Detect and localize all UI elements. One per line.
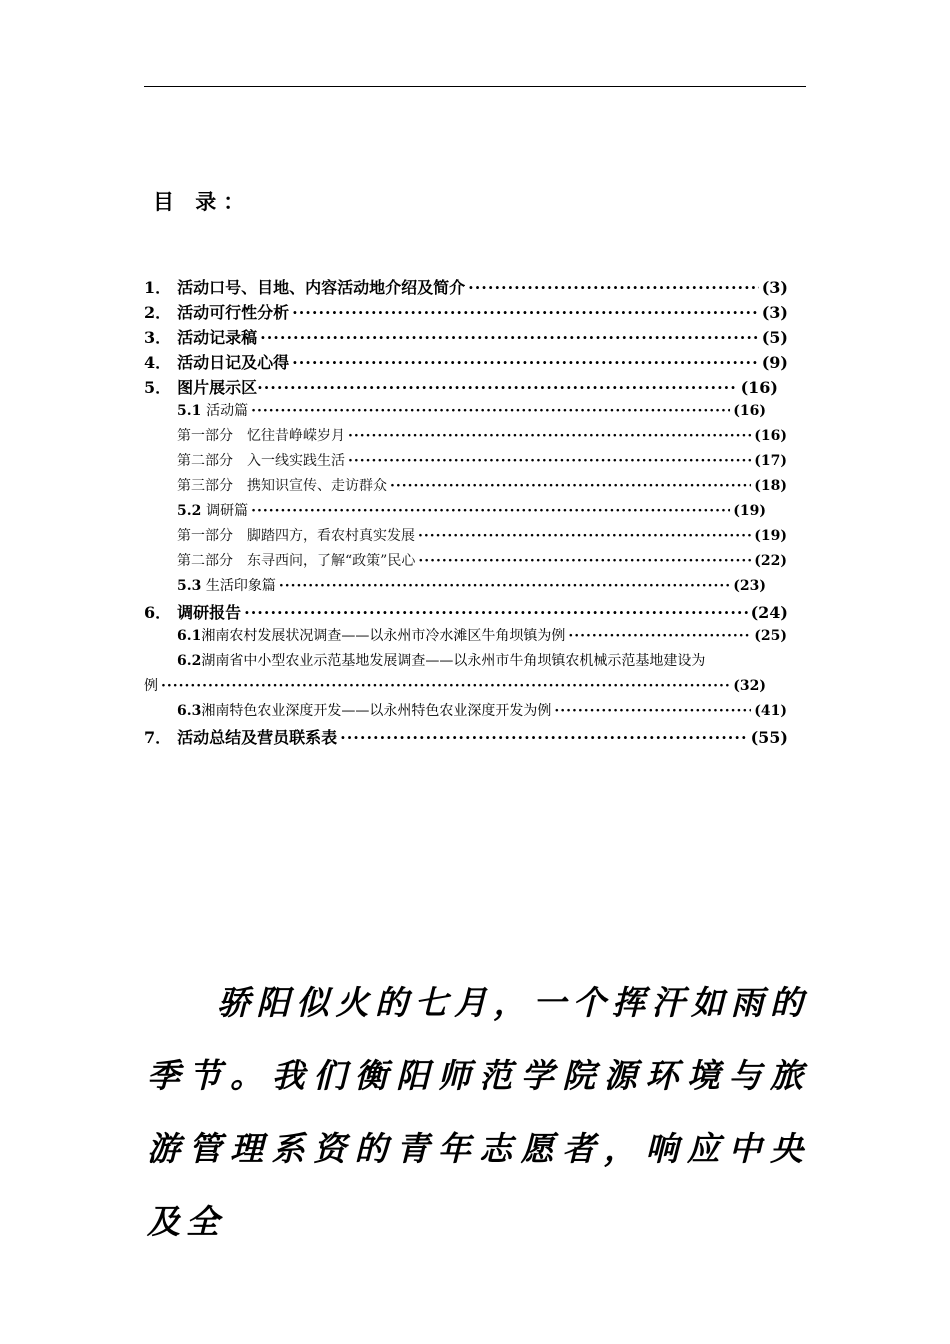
toc-leader-dots — [348, 453, 751, 469]
toc-item-number: 2． — [144, 303, 172, 322]
toc-item[interactable] — [144, 500, 766, 525]
toc-item-continuation[interactable] — [144, 675, 766, 700]
toc-item-page: (17) — [754, 453, 787, 469]
toc-item-page: (18) — [754, 478, 787, 494]
toc-leader-dots — [468, 278, 759, 297]
toc-item[interactable] — [144, 575, 766, 600]
toc-item-label: 第二部分 入一线实践生活 — [177, 453, 345, 469]
toc-leader-dots — [348, 428, 751, 444]
toc-item-label: 活动口号、目地、内容活动地介绍及简介 — [177, 278, 466, 297]
toc-item-page: (19) — [733, 503, 766, 519]
toc-item-number: 5.1 — [177, 403, 202, 419]
toc-leader-dots — [251, 403, 730, 419]
toc-item-page: (23) — [733, 578, 766, 594]
toc-item-page: (41) — [754, 703, 787, 719]
toc-leader-dots — [418, 528, 751, 544]
toc-leader-dots — [257, 378, 737, 397]
toc-item[interactable] — [144, 400, 766, 425]
toc-item-label: 调研报告 — [177, 603, 242, 622]
toc-item-number: 6.1 — [177, 628, 202, 644]
toc-leader-dots — [260, 328, 759, 347]
toc-item-label: 图片展示区 — [177, 378, 258, 397]
toc-item-label: 湘南农村发展状况调查——以永州市冷水滩区牛角坝镇为例 — [201, 628, 566, 644]
toc-item-page: (24) — [750, 603, 788, 622]
toc-item-page: (16) — [740, 378, 778, 397]
toc-item-number: 5.2 — [177, 503, 202, 519]
toc-item-label: 活动可行性分析 — [177, 303, 290, 322]
toc-item-page: (5) — [761, 328, 788, 347]
toc-leader-dots — [251, 503, 730, 519]
toc-item-number: 4． — [144, 353, 172, 372]
toc-item-page: (55) — [750, 728, 788, 747]
toc-leader-dots — [418, 553, 751, 569]
toc-item[interactable] — [144, 325, 788, 350]
toc-item-label: 第二部分 东寻西问，了解“政策”民心 — [177, 553, 416, 569]
toc-item-label: 第三部分 携知识宣传、走访群众 — [177, 478, 387, 494]
toc-leader-dots — [279, 578, 730, 594]
toc-item-number: 6． — [144, 603, 172, 622]
toc-item-page: (32) — [733, 678, 766, 694]
toc-item-number: 1． — [144, 278, 172, 297]
toc-item[interactable] — [144, 650, 806, 675]
toc-item[interactable] — [144, 300, 788, 325]
toc-item[interactable] — [144, 350, 788, 375]
toc-leader-dots — [340, 728, 747, 747]
toc-leader-dots — [292, 303, 759, 322]
toc-item[interactable] — [144, 700, 787, 725]
body-paragraph: 骄阳似火的七月，一个挥汗如雨的季节。我们衡阳师范学院源环境与旅游管理系资的青年志愿者，响应中央及全 — [147, 983, 809, 1241]
toc-item-label: 湖南省中小型农业示范基地发展调查——以永州市牛角坝镇农机械示范基地建设为 — [201, 653, 706, 669]
toc-item[interactable] — [144, 475, 787, 500]
toc-item-page: (25) — [754, 628, 787, 644]
toc-item-number: 6.3 — [177, 703, 202, 719]
toc-item[interactable] — [144, 725, 788, 750]
toc-item[interactable] — [144, 450, 787, 475]
toc-leader-dots — [161, 678, 730, 694]
toc-item-label: 第一部分 忆往昔峥嵘岁月 — [177, 428, 345, 444]
toc-item-label: 活动篇 — [206, 403, 249, 419]
toc-item-number: 7． — [144, 728, 172, 747]
toc-item[interactable] — [144, 525, 787, 550]
toc-item-number: 5.3 — [177, 578, 202, 594]
toc-item[interactable] — [144, 625, 787, 650]
toc-item-label: 调研篇 — [206, 503, 249, 519]
toc-item-page: (3) — [761, 278, 788, 297]
toc-item[interactable] — [144, 600, 788, 625]
toc-leader-dots — [554, 703, 751, 719]
toc-item-page: (9) — [761, 353, 788, 372]
toc-item-label: 活动总结及营员联系表 — [177, 728, 338, 747]
table-of-contents — [144, 275, 816, 750]
toc-item-label: 活动日记及心得 — [177, 353, 290, 372]
toc-item-number: 3． — [144, 328, 172, 347]
toc-item[interactable] — [144, 550, 787, 575]
toc-item-label: 第一部分 脚踏四方，看农村真实发展 — [177, 528, 415, 544]
toc-item-page: (16) — [733, 403, 766, 419]
toc-leader-dots — [568, 628, 751, 644]
toc-item-page: (19) — [754, 528, 787, 544]
header-rule — [144, 86, 806, 87]
toc-item[interactable] — [144, 375, 778, 400]
toc-item-page: (3) — [761, 303, 788, 322]
toc-leader-dots — [292, 353, 759, 372]
toc-item-page: (16) — [754, 428, 787, 444]
toc-item[interactable] — [144, 425, 787, 450]
toc-item[interactable] — [144, 275, 788, 300]
toc-leader-dots — [244, 603, 747, 622]
toc-item-label: 湘南特色农业深度开发——以永州特色农业深度开发为例 — [201, 703, 552, 719]
toc-item-number: 5． — [144, 378, 172, 397]
toc-heading: 目 录： — [153, 189, 252, 214]
toc-item-page: (22) — [754, 553, 787, 569]
toc-item-label: 活动记录稿 — [177, 328, 258, 347]
toc-item-number: 6.2 — [177, 653, 202, 669]
toc-leader-dots — [390, 478, 751, 494]
toc-item-label: 例 — [144, 678, 158, 694]
toc-item-label: 生活印象篇 — [205, 578, 276, 594]
